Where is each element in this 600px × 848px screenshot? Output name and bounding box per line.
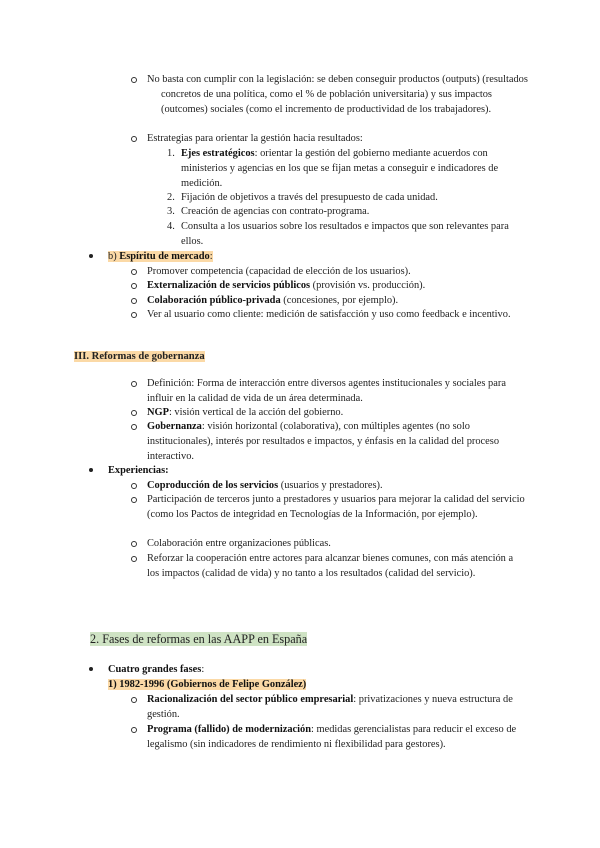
circle-bullet-icon: [131, 298, 137, 304]
circle-bullet-icon: [131, 556, 137, 562]
list-item-agencias: 3. Creación de agencias con contrato-programa.: [167, 206, 370, 217]
circle-bullet-icon: [131, 283, 137, 289]
mercado-item-colaboracion: Colaboración público-privada (concesiones, por ejemplo).: [147, 293, 527, 308]
circle-bullet-icon: [131, 269, 137, 275]
experiencia-cooperacion: Reforzar la cooperación entre actores para alcanzar bienes comunes, con más atención a los impactos (calidad de vida) y no tanto a los resultados (calidad del servicio).: [147, 551, 527, 581]
section-heading-fases: 2. Fases de reformas en las AAPP en España: [90, 632, 308, 646]
dot-bullet-icon: [89, 254, 93, 258]
circle-bullet-icon: [131, 136, 137, 142]
gobernanza-ngp: NGP: visión vertical de la acción del gobierno.: [147, 405, 527, 420]
highlight-espiritu: b) Espíritu de mercado:: [108, 251, 213, 262]
gobernanza-definicion: Definición: Forma de interacción entre diversos agentes institucionales y sociales para influir en la calidad de vida de un área determinada.: [147, 376, 527, 406]
circle-bullet-icon: [131, 312, 137, 318]
fase-item-modernizacion: Programa (fallido) de modernización: medidas gerencialistas para reducir el exceso de legalismo (sin indicadores de rendimiento ni flexibilidad para gestores).: [147, 722, 527, 752]
bullet-estrategias: Estrategias para orientar la gestión hacia resultados:: [147, 131, 527, 146]
mercado-item-cliente: Ver al usuario como cliente: medición de satisfacción y uso como feedback e incentivo.: [147, 307, 527, 322]
circle-bullet-icon: [131, 77, 137, 83]
experiencia-coproduccion: Coproducción de los servicios (usuarios y prestadores).: [147, 478, 527, 493]
dot-bullet-icon: [89, 667, 93, 671]
bullet-espiritu-mercado: [108, 249, 528, 264]
list-item-objetivos: 2. Fijación de objetivos a través del presupuesto de cada unidad.: [167, 192, 438, 203]
section-heading-gobernanza: III. Reformas de gobernanza: [74, 351, 205, 362]
experiencia-colaboracion: Colaboración entre organizaciones públicas.: [147, 536, 527, 551]
circle-bullet-icon: [131, 424, 137, 430]
dot-bullet-icon: [89, 468, 93, 472]
circle-bullet-icon: [131, 483, 137, 489]
circle-bullet-icon: [131, 497, 137, 503]
fase-item-racionalizacion: Racionalización del sector público empresarial: privatizaciones y nueva estructura de gestión.: [147, 692, 527, 722]
circle-bullet-icon: [131, 381, 137, 387]
list-item-consulta: 4. Consulta a los usuarios sobre los resultados e impactos que son relevantes para ellos.: [167, 221, 509, 247]
list-item-ejes: 1. Ejes estratégicos: orientar la gestión del gobierno mediante acuerdos con ministerios y agencias en los que se fijan metas a conseguir e indicadores de medición.: [167, 148, 499, 189]
bullet-resultados: No basta con cumplir con la legislación: se deben conseguir productos (outputs) (resultados concretos de una política, como el % de población universitaria) y sus impactos (outcomes) sociales (como el incremento de productividad de los trabajadores).: [147, 72, 541, 117]
mercado-item-competencia: Promover competencia (capacidad de elección de los usuarios).: [147, 264, 527, 279]
mercado-item-externalizacion: Externalización de servicios públicos (provisión vs. producción).: [147, 278, 527, 293]
circle-bullet-icon: [131, 727, 137, 733]
bullet-experiencias: Experiencias:: [108, 463, 528, 478]
circle-bullet-icon: [131, 541, 137, 547]
experiencia-terceros: Participación de terceros junto a prestadores y usuarios para mejorar la calidad del servicio (como los Pactos de integridad en Tecnologías de la Información, por ejemplo).: [147, 492, 527, 522]
circle-bullet-icon: [131, 697, 137, 703]
circle-bullet-icon: [131, 410, 137, 416]
gobernanza-horizontal: Gobernanza: visión horizontal (colaborativa), con múltiples agentes (no solo institucionales), interés por resultados e impactos, y énfasis en la calidad del proceso interactivo.: [147, 419, 527, 464]
fase-1-title: 1) 1982-1996 (Gobiernos de Felipe González): [108, 679, 307, 690]
bullet-cuatro-fases: Cuatro grandes fases:: [108, 662, 528, 677]
